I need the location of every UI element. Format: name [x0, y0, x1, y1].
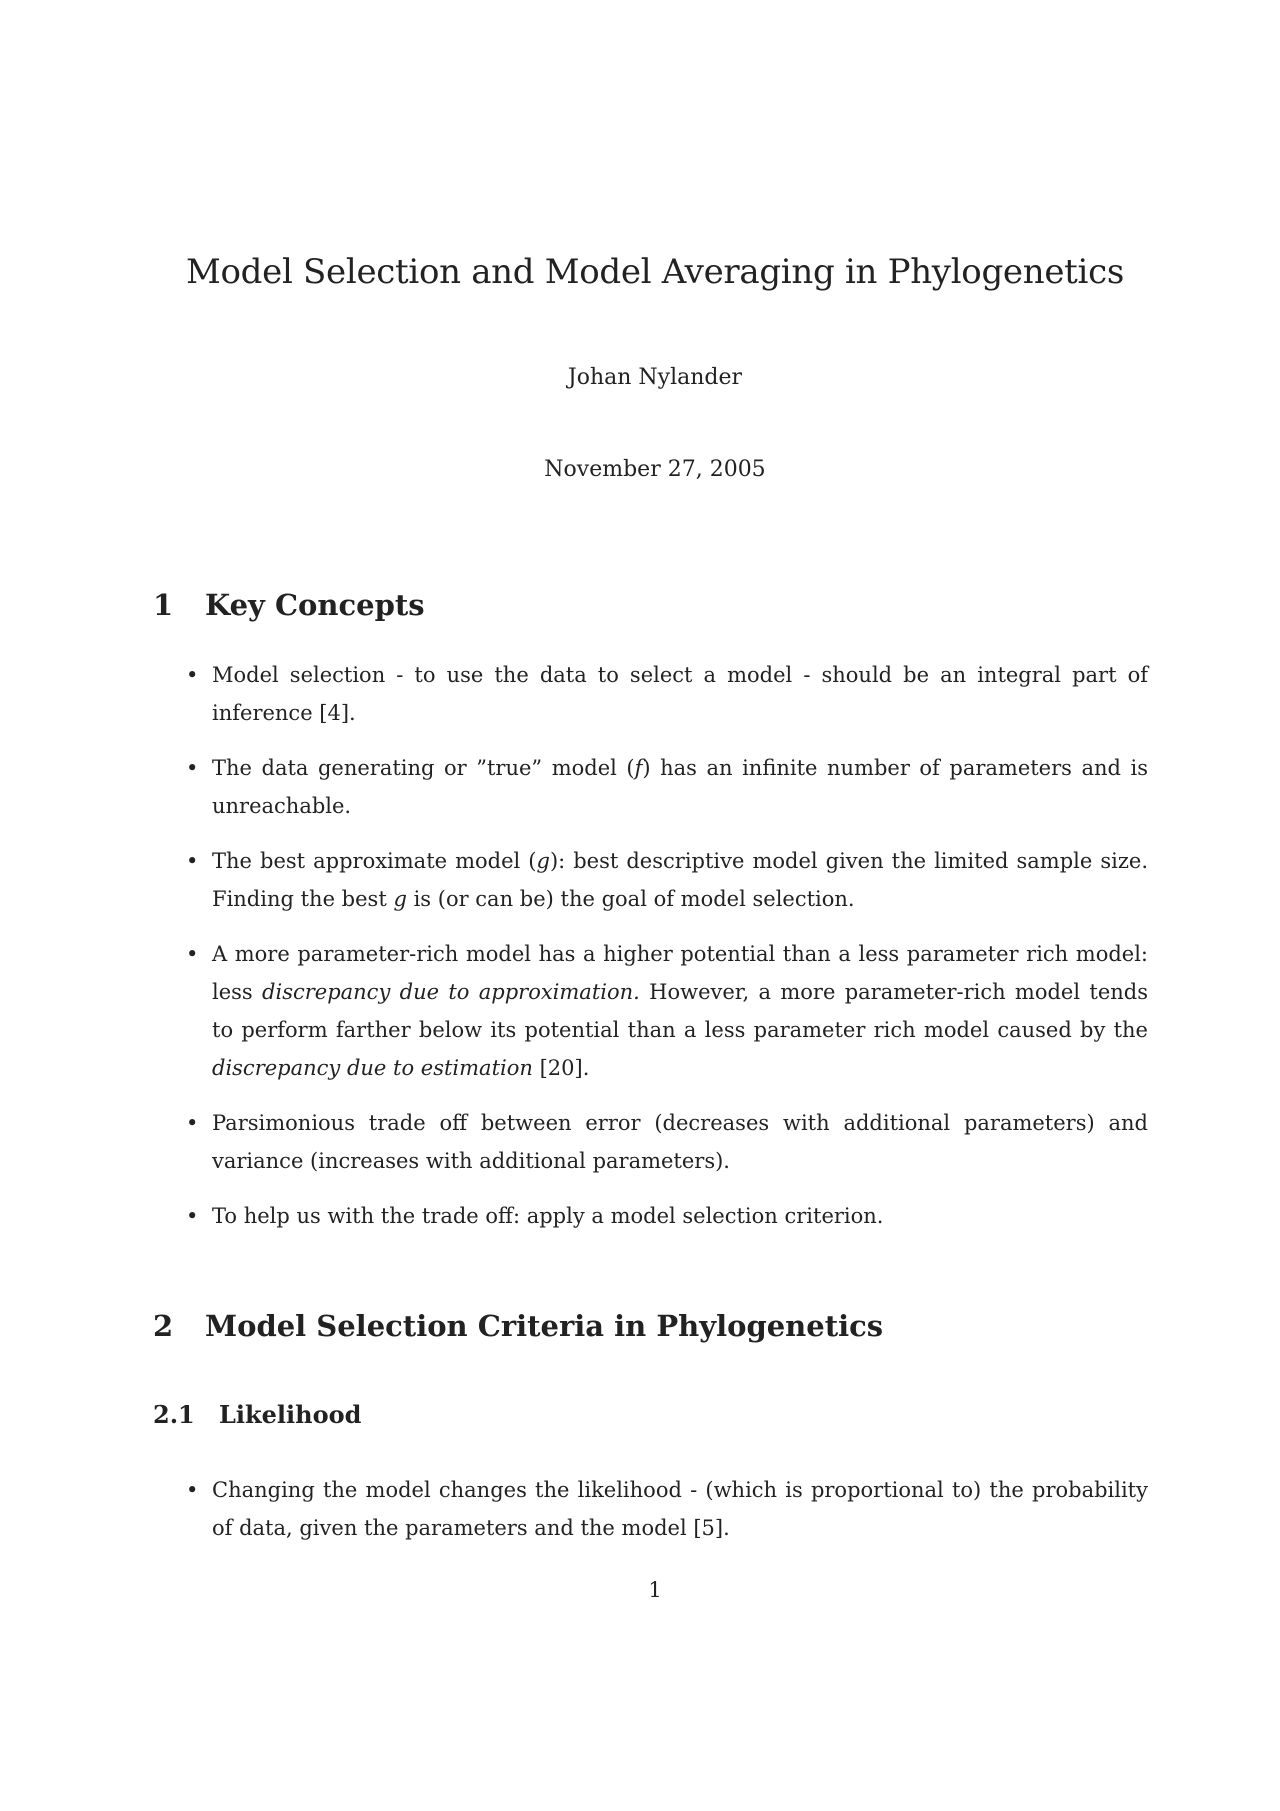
- paper-title: Model Selection and Model Averaging in Phylogenetics: [186, 252, 1124, 292]
- list-item: • Parsimonious trade off between error (decreases with additional parameters) and variance (increases with additional parameters).: [186, 1104, 1148, 1180]
- paper-author: Johan Nylander: [567, 365, 743, 390]
- likelihood-list: [186, 1471, 1148, 1564]
- bullet-glyph: •: [186, 756, 199, 780]
- list-item: • Model selection - to use the data to select a model - should be an integral part of inference [4].: [186, 656, 1148, 732]
- bullet-glyph: •: [186, 849, 199, 873]
- section-title: Key Concepts: [205, 588, 425, 622]
- bullet-glyph: •: [186, 942, 199, 966]
- section-heading-key-concepts: [153, 588, 425, 622]
- list-item: • Changing the model changes the likelihood - (which is proportional to) the probability of data, given the parameters and the model [5].: [186, 1471, 1148, 1547]
- bullet-glyph: •: [186, 1111, 199, 1135]
- emphasis-text: discrepancy due to estimation: [212, 1056, 533, 1080]
- list-item: • A more parameter-rich model has a higher potential than a less parameter rich model: less discrepancy due to approximation. However, a more parameter-rich model tends to perform farther below its potential than a less parameter rich model caused by the discrepancy due to estimation [20].: [186, 935, 1148, 1087]
- section-number: 2: [153, 1309, 174, 1343]
- bullet-glyph: •: [186, 1478, 199, 1502]
- list-item: • To help us with the trade off: apply a model selection criterion.: [186, 1197, 1148, 1235]
- page-number: 1: [648, 1578, 662, 1602]
- emphasis-text: discrepancy due to approximation.: [262, 980, 640, 1004]
- subsection-number: 2.1: [153, 1400, 195, 1429]
- list-item: • The best approximate model (g): best descriptive model given the limited sample size. Finding the best g is (or can be) the goal of model selection.: [186, 842, 1148, 918]
- bullet-glyph: •: [186, 663, 199, 687]
- math-variable: g: [393, 887, 407, 911]
- list-item: • The data generating or ”true” model (f) has an infinite number of parameters and is unreachable.: [186, 749, 1148, 825]
- paper-date: November 27, 2005: [544, 457, 766, 482]
- section-heading-model-selection-criteria: [153, 1309, 883, 1343]
- key-concepts-list: [186, 656, 1148, 1252]
- math-variable: g: [536, 849, 550, 873]
- subsection-title: Likelihood: [219, 1400, 362, 1429]
- math-variable: f: [634, 756, 643, 780]
- subsection-heading-likelihood: [153, 1400, 361, 1429]
- section-number: 1: [153, 588, 174, 622]
- section-title: Model Selection Criteria in Phylogenetics: [205, 1309, 884, 1343]
- bullet-glyph: •: [186, 1204, 199, 1228]
